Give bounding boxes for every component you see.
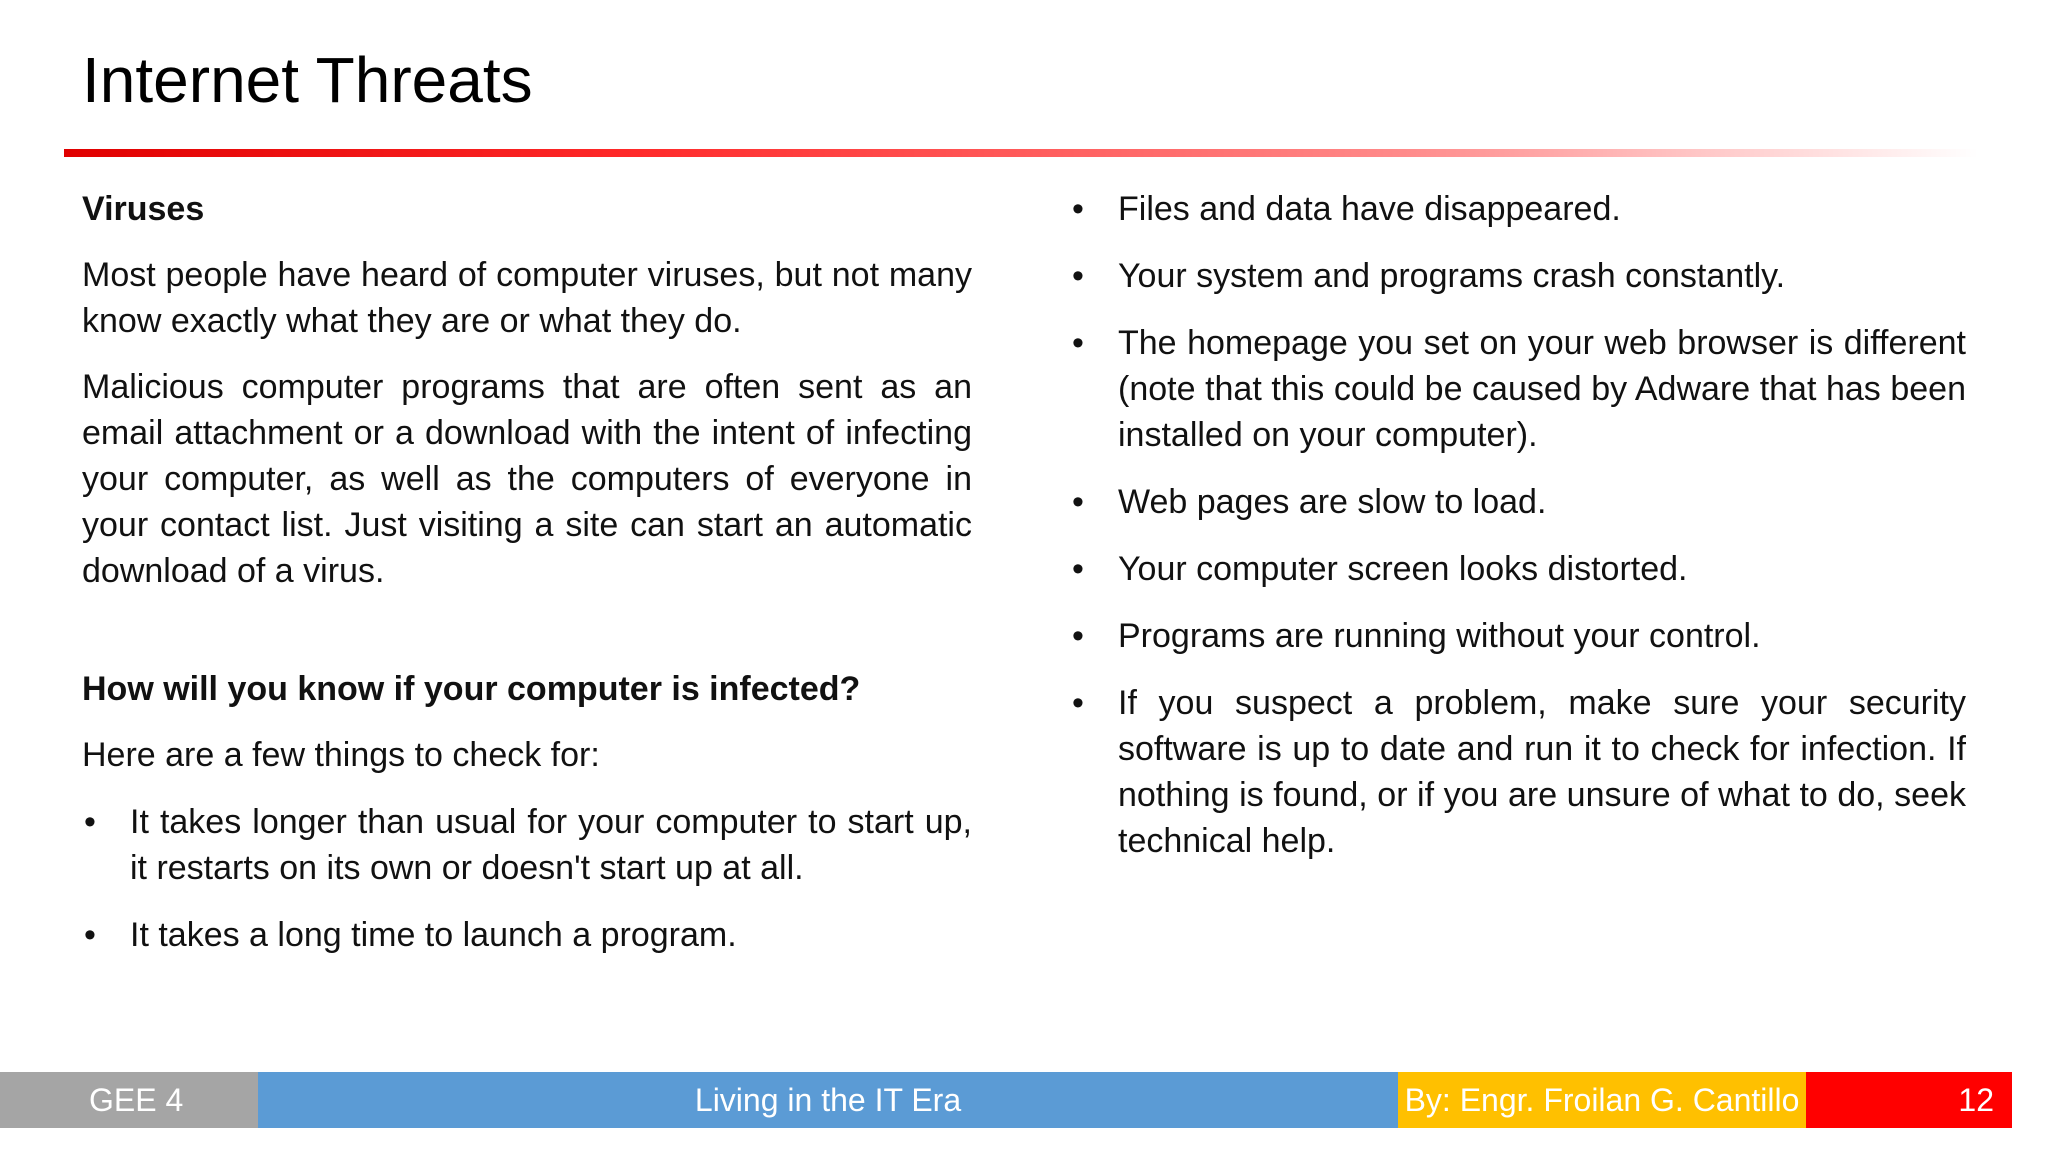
list-item-text: Your computer screen looks distorted.	[1118, 550, 1688, 588]
viruses-intro-paragraph: Most people have heard of computer viruses, but not many know exactly what they are or what they do.	[82, 256, 972, 340]
slide-footer	[0, 1072, 2012, 1128]
bullet-icon: •	[1072, 257, 1084, 295]
title-divider	[64, 149, 1978, 157]
section-spacer	[82, 594, 972, 660]
right-column	[1070, 180, 1966, 864]
slide-title: Internet Threats	[82, 44, 533, 116]
left-bullet-list	[82, 799, 972, 958]
list-item	[1070, 479, 1966, 525]
list-item-text: It takes a long time to launch a program.	[130, 916, 737, 954]
bullet-icon: •	[1072, 324, 1084, 362]
list-item-text: Web pages are slow to load.	[1118, 483, 1547, 521]
list-item-text: Files and data have disappeared.	[1118, 190, 1621, 228]
list-item-text: If you suspect a problem, make sure your security software is up to date and run it to check for infection. If nothing is found, or if you are unsure of what to do, seek technical help.	[1118, 684, 1966, 860]
bullet-icon: •	[84, 803, 96, 841]
footer-course: GEE 4	[0, 1072, 258, 1128]
list-item	[1070, 546, 1966, 592]
list-item	[82, 799, 972, 891]
bullet-icon: •	[1072, 684, 1084, 722]
list-item	[1070, 253, 1966, 299]
list-item	[1070, 680, 1966, 864]
viruses-heading: Viruses	[82, 190, 205, 228]
viruses-definition-paragraph: Malicious computer programs that are often sent as an email attachment or a download with the intent of infecting your computer, as well as the computers of everyone in your contact list. Just visiting a site can start an automatic download of a virus.	[82, 368, 972, 590]
footer-subject: Living in the IT Era	[258, 1072, 1398, 1128]
list-item	[1070, 186, 1966, 232]
list-item	[82, 912, 972, 958]
list-item-text: The homepage you set on your web browser is different (note that this could be caused by Adware that has been installed on your computer).	[1118, 324, 1966, 454]
bullet-icon: •	[1072, 550, 1084, 588]
left-column	[82, 180, 972, 958]
list-item	[1070, 613, 1966, 659]
right-bullet-list	[1070, 186, 1966, 864]
footer-page-number: 12	[1806, 1072, 2012, 1128]
infection-subheading: How will you know if your computer is infected?	[82, 670, 861, 708]
bullet-icon: •	[1072, 483, 1084, 521]
bullet-icon: •	[1072, 617, 1084, 655]
checklist-intro: Here are a few things to check for:	[82, 736, 600, 774]
footer-author: By: Engr. Froilan G. Cantillo	[1398, 1072, 1806, 1128]
list-item-text: Programs are running without your control.	[1118, 617, 1761, 655]
list-item-text: It takes longer than usual for your computer to start up, it restarts on its own or doesn't start up at all.	[130, 803, 972, 887]
bullet-icon: •	[84, 916, 96, 954]
list-item-text: Your system and programs crash constantly.	[1118, 257, 1786, 295]
bullet-icon: •	[1072, 190, 1084, 228]
list-item	[1070, 320, 1966, 458]
